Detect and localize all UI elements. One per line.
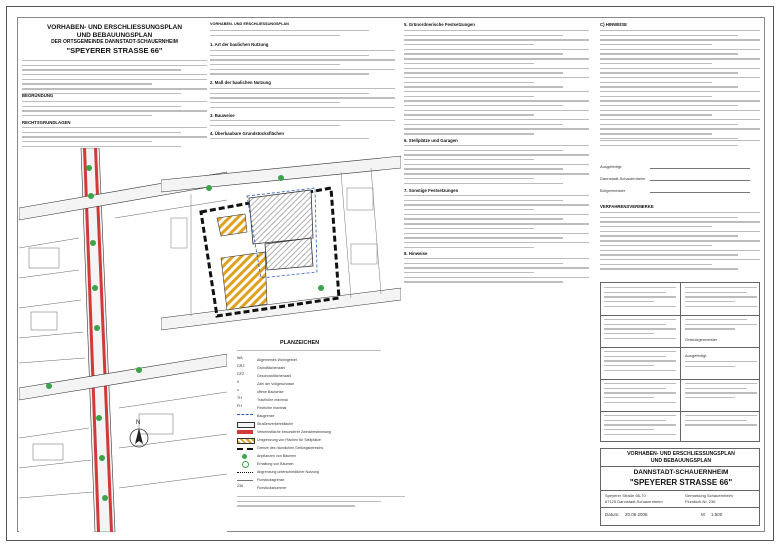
- legend-row: Anpflanzen von Bäumen: [237, 452, 405, 460]
- proc-sig-2: Ausgefertigt: [685, 353, 707, 358]
- plan-road-north: [161, 156, 401, 192]
- legend-row: GRZ Grundflächenzahl: [237, 364, 286, 370]
- legend-row: 236 Flurstücksnummer: [237, 484, 287, 490]
- tb-address-2: 67125 Dannstadt-Schauernheim: [605, 499, 663, 504]
- title-line-2: UND BEBAUUNGSPLAN: [76, 31, 153, 39]
- plan-detail: [161, 148, 401, 344]
- col4-heading-verfahren: VERFAHRENSVERMERKE: [600, 204, 654, 209]
- proc-sig-1: Ortsbürgermeister: [685, 337, 718, 342]
- title-block: [600, 448, 760, 526]
- col3-heading-hinweise: 8. Hinweise: [404, 251, 428, 256]
- tb-flurstueck: Flurstück-Nr. 236: [685, 499, 716, 504]
- legend-row: o offene Bauweise: [237, 388, 284, 394]
- north-label: N: [136, 420, 141, 426]
- col3-heading-gruen: 5. Grünordnerische Festsetzungen: [404, 22, 475, 27]
- col4-verfahren-text: [600, 212, 760, 273]
- tb-datum: 20.06.2006: [625, 512, 648, 517]
- legend-row: Umgrenzung von Flächen für Stellplätze: [237, 436, 405, 444]
- legend-row: Grenze des räumlichen Geltungsbereichs: [237, 444, 405, 452]
- col3-heading-sonstige: 7. Sonstige Festsetzungen: [404, 188, 459, 193]
- tb-gemarkung: Gemarkung Schauernheim: [685, 493, 733, 498]
- tb-gemeinde: DANNSTADT-SCHAUERNHEIM: [633, 469, 729, 476]
- col4-ausgefertigt-label: Ausgefertigt:: [600, 164, 623, 169]
- legend-row: Verkehrsfläche besonderer Zweckbestimmung: [237, 428, 405, 436]
- legend-intro: [237, 350, 405, 355]
- legend-row: FH Firsthöhe maximal: [237, 404, 287, 410]
- tb-name: "SPEYERER STRASSE 66": [629, 478, 733, 487]
- tb-massstab-label: M: [701, 512, 705, 517]
- legend-symbol-wa: WA: [237, 356, 243, 360]
- tb-address-1: Speyerer Straße 66-70: [605, 493, 646, 498]
- col2-intro: [210, 30, 395, 39]
- col2-heading-flaechen: 4. Überbaubare Grundstücksflächen: [210, 131, 285, 136]
- legend-row: TH Traufhöhe maximal: [237, 396, 288, 402]
- signature-line-3: [650, 192, 750, 193]
- title-line-4: "SPEYERER STRASSE 66": [66, 45, 163, 55]
- col1-begruendung-text: [22, 101, 207, 120]
- legend-footer-text: [237, 496, 405, 510]
- col1-intro-text: [22, 60, 207, 98]
- legend-row: II Zahl der Vollgeschosse: [237, 380, 295, 386]
- col3-sonstige-text: [404, 195, 589, 251]
- signature-line-1: [650, 168, 750, 169]
- col2-heading-bauweise: 3. Bauweise: [210, 113, 235, 118]
- col2-title: VORHABEN- UND ERSCHLIESSUNGSPLAN: [210, 22, 289, 26]
- legend-title: PLANZEICHEN: [280, 340, 320, 346]
- col3-stellplatz-text: [404, 145, 589, 187]
- title-line-1: VORHABEN- UND ERSCHLIESSUNGSPLAN: [46, 24, 183, 31]
- plan-title: [22, 24, 207, 54]
- legend-row: Flurstücksgrenze: [237, 476, 405, 484]
- tb-datum-label: Datum:: [605, 512, 620, 517]
- legend-row: Erhaltung von Bäumen: [237, 460, 405, 468]
- col4-ort: Dannstadt-Schauernheim: [600, 176, 646, 181]
- legend-row: Abgrenzung unterschiedlicher Nutzung: [237, 468, 405, 476]
- col2-art-text: [210, 50, 395, 78]
- parking-area-hatch: [221, 252, 267, 310]
- tree-keep-icon: [242, 461, 249, 468]
- tb-massstab: 1:500: [711, 512, 723, 517]
- col4-note-text: [600, 140, 760, 149]
- signature-line-2: [650, 180, 750, 181]
- col4-hinweise-text: [600, 30, 760, 143]
- col3-gruen-text: [404, 30, 589, 138]
- col3-hinweise-text: [404, 258, 589, 286]
- title-line-3: DER ORTSGEMEINDE DANNSTADT-SCHAUERNHEIM: [51, 39, 178, 45]
- plan-road-south: [161, 288, 401, 330]
- col3-heading-stellplatz: 6. Stellplätze und Garagen: [404, 138, 458, 143]
- legend-row: WA Allgemeines Wohngebiet: [237, 356, 297, 362]
- legend-row: Baugrenze: [237, 412, 405, 420]
- col2-mass-text: [210, 88, 395, 111]
- parking-area-hatch-2: [217, 214, 247, 236]
- legend-row: GFZ Geschossflächenzahl: [237, 372, 292, 378]
- col2-flaechen-text: [210, 138, 395, 143]
- col1-heading-begruendung: BEGRÜNDUNG: [22, 93, 54, 98]
- col2-heading-art: 1. Art der baulichen Nutzung: [210, 42, 269, 47]
- col2-bauweise-text: [210, 120, 395, 129]
- col1-rechts-text: [22, 127, 207, 150]
- legend-row: Straßenverkehrsfläche: [237, 420, 405, 428]
- col2-heading-mass: 2. Maß der baulichen Nutzung: [210, 80, 271, 85]
- col4-heading-hinweise: C) HINWEISE: [600, 22, 627, 27]
- tree-plant-icon: [242, 454, 247, 459]
- tb-project-line-1: VORHABEN- UND ERSCHLIESSUNGSPLAN: [627, 451, 735, 457]
- procedure-box-grid: [600, 282, 760, 442]
- col1-heading-rechtsgrundlagen: RECHTSGRUNDLAGEN: [22, 120, 71, 125]
- col4-buergermeister: Bürgermeister: [600, 188, 626, 193]
- tb-project-line-2: UND BEBAUUNGSPLAN: [650, 458, 712, 464]
